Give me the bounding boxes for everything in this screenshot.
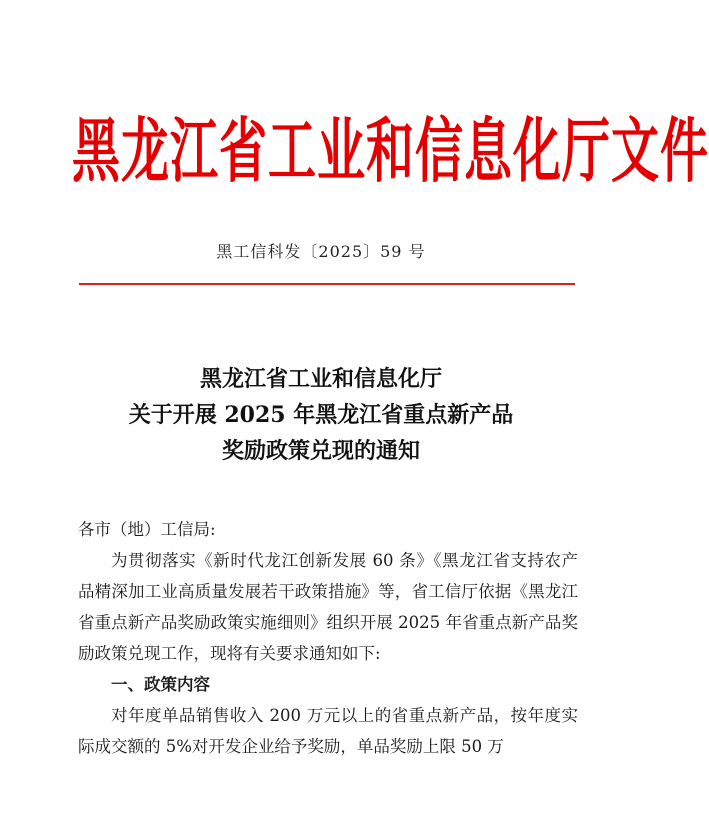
salutation: 各市（地）工信局: [78,520,216,539]
notice-body [78,514,578,762]
notice-title [60,361,582,469]
section-heading-policy-content: 一、政策内容 [111,675,210,694]
red-divider-line [79,283,575,285]
document-header-title: 黑龙江省工业和信息化厅文件 [72,111,709,193]
notice-title-line-3: 奖励政策兑现的通知 [221,438,420,464]
policy-content-paragraph: 对年度单品销售收入 200 万元以上的省重点新产品，按年度实际成交额的 5%对开发企业给予奖励，单品奖励上限 50 万 [78,706,578,756]
intro-paragraph: 为贯彻落实《新时代龙江创新发展 60 条》《黑龙江省支持农产品精深加工业高质量发展若干政策措施》等，省工信厅依据《黑龙江省重点新产品奖励政策实施细则》组织开展 2025 年省重点新产品奖励政策兑现工作，现将有关要求通知如下: [78,551,578,663]
notice-title-line-1: 黑龙江省工业和信息化厅 [199,366,442,392]
notice-title-line-2: 关于开展 2025 年黑龙江省重点新产品 [128,402,514,428]
document-number: 黑工信科发〔2025〕59 号 [216,242,426,261]
